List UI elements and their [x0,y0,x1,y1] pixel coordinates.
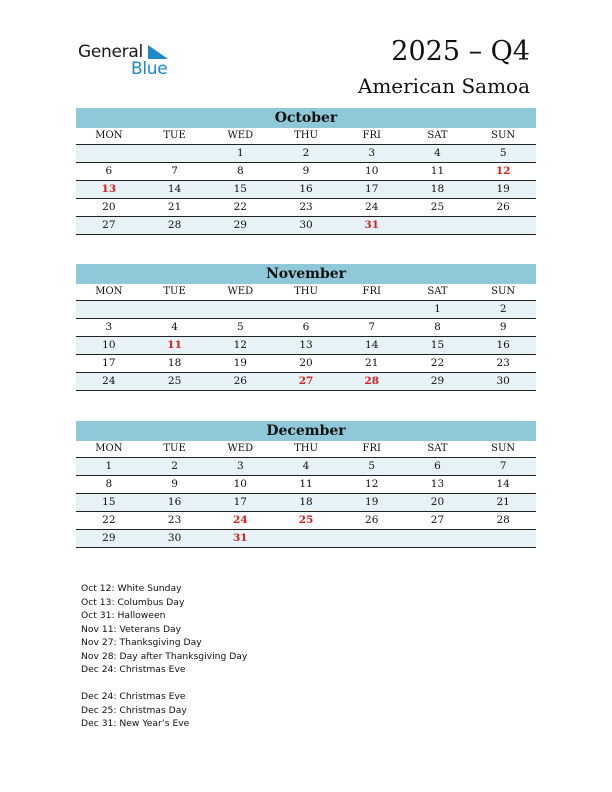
day-cell: 11 [430,165,445,177]
day-cell: 11 [299,478,313,490]
week-row [76,337,536,355]
week-row [76,355,536,373]
day-cell: 14 [167,183,182,195]
day-cell: 28 [496,514,510,526]
day-cell: 3 [236,460,244,472]
day-cell: 8 [236,165,244,177]
day-cell: 24 [102,375,116,387]
day-cell: 5 [368,460,376,472]
weekday-label: SUN [491,443,516,454]
week-row [76,373,536,391]
day-cell: 14 [496,478,510,490]
day-cell [339,530,405,547]
holiday-entry: Nov 28: Day after Thanksgiving Day [81,650,248,662]
day-cell: 19 [365,496,379,508]
day-cell: 26 [496,201,510,213]
day-cell: 22 [233,201,247,213]
week-row [76,530,536,548]
day-cell: 18 [299,496,313,508]
holiday-list-spacer [81,677,247,691]
weekday-label: FRI [362,443,381,454]
weekday-label: WED [227,130,254,141]
weekday-label: SUN [491,130,516,141]
day-cell: 9 [302,165,310,177]
page-title: 2025 – Q4 [391,36,530,67]
holiday-day-cell: 28 [364,375,380,387]
weekday-label: SUN [491,286,516,297]
day-cell: 20 [430,496,445,508]
holiday-day-cell: 31 [364,219,380,231]
day-cell [207,301,273,318]
logo-blue-text: Blue [131,59,168,79]
week-row [76,163,536,181]
day-cell: 2 [171,460,178,472]
day-cell: 21 [167,201,182,213]
holiday-entry: Dec 24: Christmas Eve [81,691,186,702]
day-cell: 19 [233,357,247,369]
weekday-label: TUE [163,443,186,454]
day-cell: 15 [233,183,247,195]
day-cell: 13 [299,339,313,351]
day-cell: 4 [434,147,441,159]
day-cell: 8 [434,321,441,333]
month-header: October [76,108,536,128]
holiday-entry: Nov 27: Thanksgiving Day [81,637,202,648]
weekday-label: SAT [427,130,448,141]
day-cell: 2 [499,303,507,315]
day-cell: 30 [167,532,182,544]
day-cell: 16 [167,496,182,508]
day-cell: 23 [167,514,182,526]
day-cell: 14 [365,339,379,351]
day-cell: 25 [430,201,445,213]
month-calendar-november [76,264,536,391]
day-cell: 8 [105,478,113,490]
day-cell: 6 [105,165,113,177]
day-cell: 22 [430,357,445,369]
day-cell [405,217,471,234]
day-cell: 10 [365,165,379,177]
day-cell: 18 [430,183,445,195]
week-row [76,476,536,494]
weekday-label: WED [227,286,254,297]
weekday-label: TUE [163,130,186,141]
day-cell: 30 [496,375,510,387]
day-cell [76,145,142,162]
day-cell: 15 [102,496,116,508]
week-row [76,494,536,512]
day-cell: 7 [171,165,178,177]
holiday-day-cell: 31 [232,532,248,544]
day-cell: 5 [499,147,507,159]
weekday-label: MON [95,286,123,297]
day-cell: 26 [365,514,379,526]
day-cell: 20 [102,201,116,213]
weekday-label: MON [95,130,123,141]
weekday-header-row [76,128,536,145]
day-cell [470,217,536,234]
weekday-label: THU [294,286,318,297]
day-cell: 1 [236,147,244,159]
month-calendar-october [76,108,536,235]
day-cell: 28 [167,219,182,231]
month-calendar-december [76,421,536,548]
day-cell: 10 [233,478,247,490]
day-cell: 13 [430,478,445,490]
holiday-day-cell: 24 [232,514,248,526]
day-cell: 27 [430,514,445,526]
day-cell: 18 [167,357,182,369]
logo-general-text: General [78,42,143,62]
weekday-label: SAT [427,286,448,297]
day-cell: 3 [368,147,376,159]
weekday-label: SAT [427,443,448,454]
week-row [76,145,536,163]
holiday-entry: Dec 31: New Year’s Eve [81,718,190,729]
day-cell: 29 [102,532,116,544]
weekday-label: WED [227,443,254,454]
holiday-day-cell: 12 [495,165,511,177]
day-cell: 6 [434,460,441,472]
weekday-label: FRI [362,286,381,297]
holiday-day-cell: 25 [298,514,314,526]
day-cell: 27 [102,219,116,231]
week-row [76,319,536,337]
day-cell [273,301,339,318]
day-cell: 17 [233,496,247,508]
logo-triangle-icon [148,45,170,61]
day-cell: 7 [368,321,376,333]
day-cell: 29 [430,375,445,387]
week-row [76,181,536,199]
day-cell: 24 [365,201,379,213]
day-cell: 23 [496,357,510,369]
day-cell: 4 [171,321,178,333]
day-cell: 17 [365,183,379,195]
weekday-label: THU [294,443,318,454]
day-cell: 9 [499,321,507,333]
day-cell: 7 [499,460,507,472]
day-cell: 6 [302,321,310,333]
day-cell: 26 [233,375,247,387]
day-cell: 22 [102,514,116,526]
week-row [76,458,536,476]
day-cell [470,530,536,547]
day-cell: 16 [299,183,313,195]
day-cell: 12 [365,478,379,490]
day-cell [273,530,339,547]
weekday-header-row [76,284,536,301]
day-cell: 19 [496,183,510,195]
day-cell: 25 [167,375,182,387]
day-cell: 21 [496,496,510,508]
holiday-entry: Dec 25: Christmas Day [81,704,187,716]
holiday-entry: Dec 24: Christmas Eve [81,664,186,675]
month-header: November [76,264,536,284]
day-cell: 29 [233,219,247,231]
day-cell: 12 [233,339,247,351]
week-row [76,301,536,319]
holiday-entry: Oct 12: White Sunday [81,583,182,594]
day-cell: 2 [302,147,310,159]
day-cell: 10 [102,339,116,351]
day-cell [142,301,208,318]
day-cell: 4 [302,460,310,472]
day-cell [405,530,471,547]
holiday-entry: Oct 13: Columbus Day [81,596,185,608]
week-row [76,512,536,530]
day-cell: 5 [236,321,244,333]
weekday-label: THU [294,130,318,141]
holiday-day-cell: 27 [298,375,314,387]
weekday-label: TUE [163,286,186,297]
day-cell: 23 [299,201,313,213]
day-cell: 20 [299,357,313,369]
weekday-label: MON [95,443,123,454]
holiday-entry: Oct 31: Halloween [81,610,166,621]
day-cell [76,301,142,318]
day-cell: 16 [496,339,510,351]
weekday-header-row [76,441,536,458]
page-subtitle: American Samoa [357,74,530,98]
month-header: December [76,421,536,441]
day-cell: 9 [171,478,178,490]
day-cell: 21 [365,357,379,369]
holiday-list [81,582,247,731]
week-row [76,217,536,235]
day-cell: 30 [299,219,313,231]
day-cell [142,145,208,162]
day-cell: 1 [105,460,113,472]
holiday-entry: Nov 11: Veterans Day [81,623,182,635]
holiday-day-cell: 13 [101,183,117,195]
day-cell: 3 [105,321,113,333]
holiday-day-cell: 11 [167,339,182,351]
day-cell: 17 [102,357,116,369]
day-cell: 1 [434,303,441,315]
logo [78,42,178,82]
day-cell: 15 [430,339,445,351]
day-cell [339,301,405,318]
weekday-label: FRI [362,130,381,141]
week-row [76,199,536,217]
